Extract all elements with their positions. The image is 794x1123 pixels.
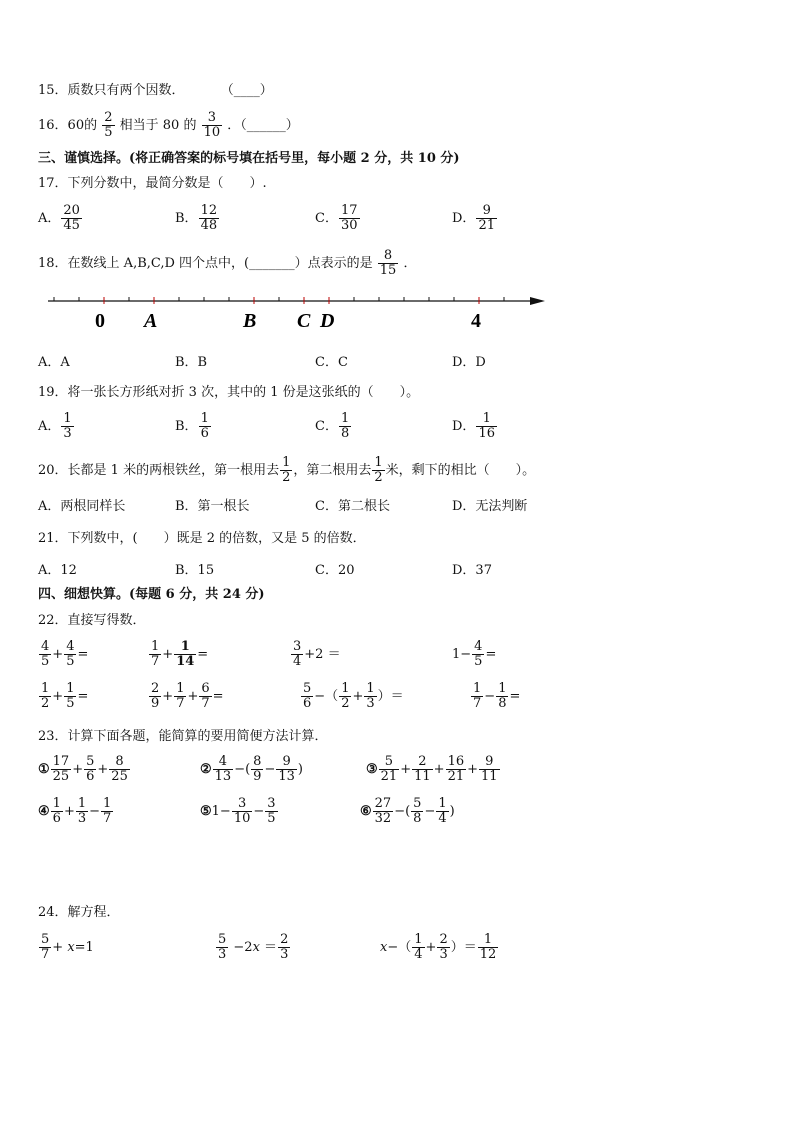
q20-option-d[interactable]: D．无法判断: [452, 499, 528, 514]
q21-option-c[interactable]: C．20: [315, 563, 355, 578]
question-15: [38, 83, 273, 99]
q15-text: 15．质数只有两个因数．: [38, 83, 185, 98]
section-4-heading: 四、细想快算。(每题 6 分，共 24 分): [38, 587, 265, 602]
q24-equation-3: x−（ $\frac{1}{4}$ + $\frac{2}{3}$ ）＝ $\frac{1}{12}$: [380, 932, 497, 962]
q17-option-b[interactable]: B． $\frac{12}{48}$: [175, 203, 218, 233]
q22-expr-3: $\frac{3}{4}$ +2 ＝: [293, 639, 341, 669]
q18-frac: $\frac{8}{15}$: [379, 248, 397, 278]
q23-expr-1: ① $\frac{17}{25}$ + $\frac{5}{6}$ + $\frac{8}{25}$: [38, 754, 128, 784]
q17-stem: 17．下列分数中，最简分数是（ ）.: [38, 176, 267, 191]
q18-option-b[interactable]: B．B: [175, 355, 208, 370]
q22-expr-4: 1− $\frac{4}{5}$ =: [452, 639, 497, 669]
q23-expr-4: ④ $\frac{1}{6}$ + $\frac{1}{3}$ − $\frac{1}{7}$: [38, 796, 112, 826]
q22-expr-2: $\frac{1}{7}$ + $\frac{1}{14}$ =: [151, 639, 209, 669]
q16-mid: 相当于 80 的: [119, 118, 197, 133]
q17-option-d[interactable]: D． $\frac{9}{21}$: [452, 203, 495, 233]
q22-stem: 22．直接写得数．: [38, 613, 146, 628]
q22-expr-8: $\frac{1}{7}$ − $\frac{1}{8}$ =: [473, 681, 521, 711]
q21-option-d[interactable]: D．37: [452, 563, 492, 578]
number-line: [40, 286, 550, 336]
section-3-heading: 三、谨慎选择。(将正确答案的标号填在括号里，每小题 2 分，共 10 分): [38, 151, 460, 166]
q17-option-a[interactable]: A． $\frac{20}{45}$: [38, 203, 80, 233]
q22-expr-1: $\frac{4}{5}$ + $\frac{4}{5}$ =: [41, 639, 89, 669]
q19-option-d[interactable]: D． $\frac{1}{16}$: [452, 411, 495, 441]
q24-equation-2: $\frac{5}{3}$ −2x ＝ $\frac{2}{3}$: [218, 932, 289, 962]
q17-option-c[interactable]: C． $\frac{17}{30}$: [315, 203, 358, 233]
label-zero: 0: [95, 310, 105, 332]
question-18: 18．在数线上 A,B,C,D 四个点中，(_______）点表示的是 $\frac{8}{15}$ ．: [38, 248, 417, 278]
q21-stem: 21．下列数中，( ）既是 2 的倍数，又是 5 的倍数．: [38, 531, 366, 546]
q19-option-c[interactable]: C． $\frac{1}{8}$: [315, 411, 350, 441]
label-a: A: [144, 310, 158, 332]
q23-stem: 23．计算下面各题，能简算的要用简便方法计算．: [38, 729, 328, 744]
q24-equation-1: $\frac{5}{7}$ + x=1: [41, 932, 94, 962]
label-four: 4: [471, 310, 481, 332]
q19-stem: 19．将一张长方形纸对折 3 次，其中的 1 份是这张纸的（ ）。: [38, 385, 420, 400]
q23-expr-6: ⑥ $\frac{27}{32}$ −( $\frac{5}{8}$ − $\frac{1}{4}$ ): [360, 796, 455, 826]
q16-answer-blank[interactable]: ．（______）: [227, 118, 299, 133]
q23-expr-3: ③ $\frac{5}{21}$ + $\frac{2}{11}$ + $\frac{16}{21}$ + $\frac{9}{11}$: [366, 754, 498, 784]
q24-stem: 24．解方程．: [38, 905, 120, 920]
label-d: D: [320, 310, 335, 332]
q16-frac-2: $\frac{3}{10}$: [203, 110, 221, 140]
q20-option-c[interactable]: C．第二根长: [315, 499, 390, 514]
q20-option-b[interactable]: B．第一根长: [175, 499, 250, 514]
q23-expr-2: ② $\frac{4}{13}$ −( $\frac{8}{9}$ − $\frac{9}{13}$ ): [200, 754, 303, 784]
label-c: C: [297, 310, 311, 332]
q18-option-d[interactable]: D．D: [452, 355, 486, 370]
q20-option-a[interactable]: A．两根同样长: [38, 499, 126, 514]
q22-expr-7: $\frac{5}{6}$ −（ $\frac{1}{2}$ + $\frac{1}{3}$ ）＝: [303, 681, 404, 711]
q20-frac-2: $\frac{1}{2}$: [374, 455, 383, 485]
label-b: B: [243, 310, 257, 332]
q23-expr-5: ⑤1− $\frac{3}{10}$ − $\frac{3}{5}$: [200, 796, 276, 826]
q18-option-c[interactable]: C．C: [315, 355, 348, 370]
arrow-head-icon: [530, 297, 545, 305]
question-16: [38, 111, 299, 140]
q20-frac-1: $\frac{1}{2}$: [282, 455, 291, 485]
q16-frac-1: $\frac{2}{5}$: [104, 110, 113, 140]
q18-option-a[interactable]: A．A: [38, 355, 70, 370]
q19-option-b[interactable]: B． $\frac{1}{6}$: [175, 411, 209, 441]
q21-option-b[interactable]: B．15: [175, 563, 215, 578]
q18-stem: 18．在数线上 A,B,C,D 四个点中，(_______）点表示的是: [38, 256, 373, 271]
question-20: 20．长都是 1 米的两根铁丝，第一根用去 $\frac{1}{2}$ ，第二根用去 $\frac{1}{2}$ 米，剩下的相比（ ）。: [38, 455, 536, 485]
q22-expr-6: $\frac{2}{9}$ + $\frac{1}{7}$ + $\frac{6}{7}$ =: [151, 681, 224, 711]
q21-option-a[interactable]: A．12: [38, 563, 77, 578]
q15-answer-blank[interactable]: （____）: [220, 83, 273, 98]
q16-prefix: 16．60的: [38, 118, 98, 133]
q22-expr-5: $\frac{1}{2}$ + $\frac{1}{5}$ =: [41, 681, 89, 711]
q19-option-a[interactable]: A． $\frac{1}{3}$: [38, 411, 72, 441]
